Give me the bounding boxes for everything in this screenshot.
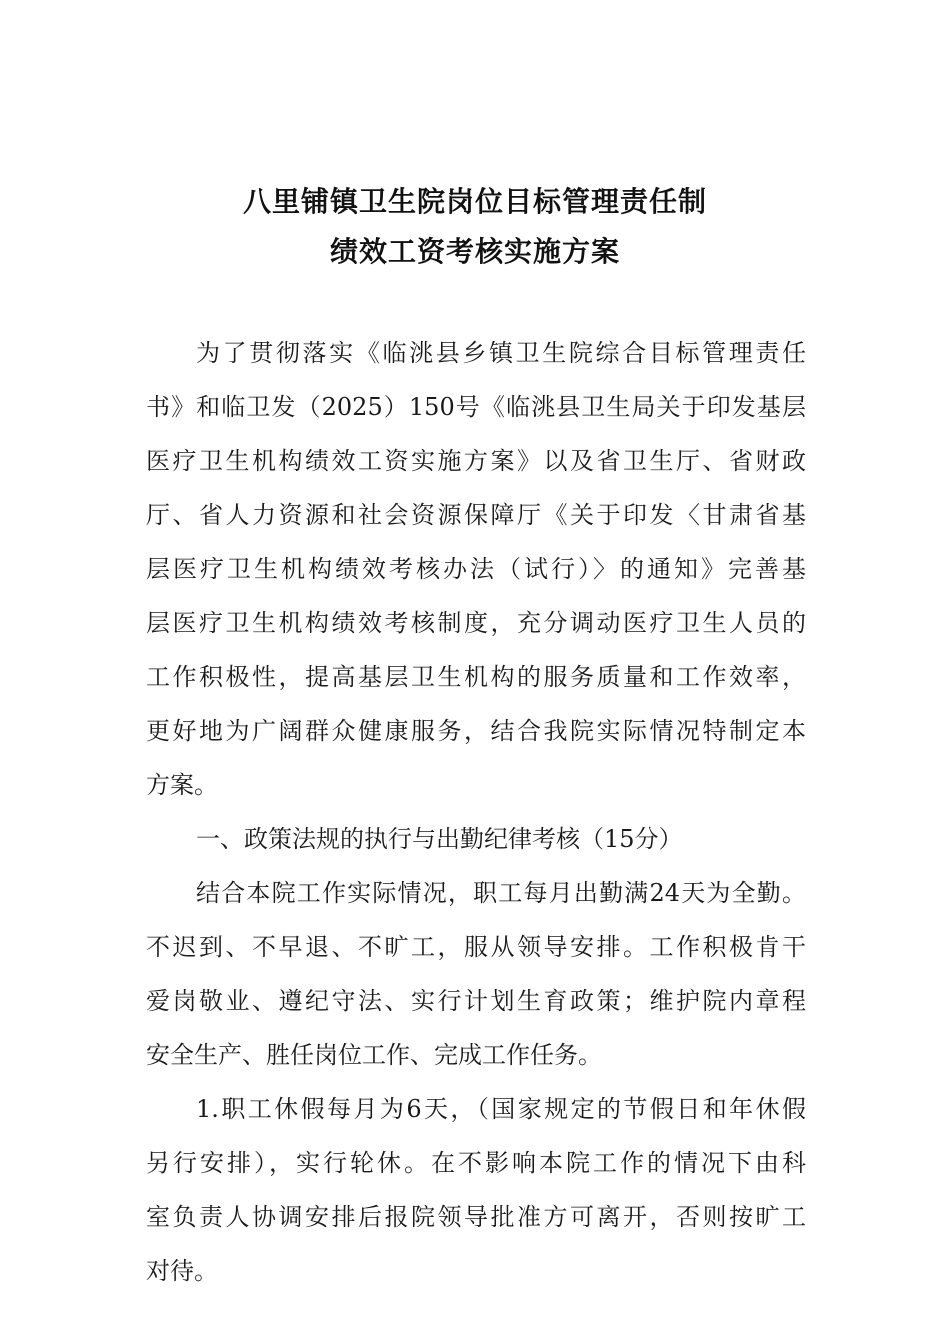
- paragraph-line: 方案。: [146, 771, 218, 799]
- list-item-line: 对待。: [146, 1257, 218, 1285]
- document-title-line-2: 绩效工资考核实施方案: [329, 235, 620, 268]
- paragraph-line: 不迟到、不早退、不旷工，服从领导安排。工作积极肯干: [146, 933, 806, 961]
- paragraph-line: 更好地为广阔群众健康服务，结合我院实际情况特制定本: [146, 717, 806, 745]
- document-body: [146, 330, 806, 1302]
- paragraph-line: 结合本院工作实际情况，职工每月出勤满24天为全勤。: [196, 879, 806, 907]
- paragraph-line: 厅、省人力资源和社会资源保障厅《关于印发〈甘肃省基: [146, 501, 806, 529]
- list-item-line: 1.职工休假每月为6天，（国家规定的节假日和年休假: [196, 1095, 806, 1123]
- paragraph-line: 为了贯彻落实《临洮县乡镇卫生院综合目标管理责任: [196, 339, 806, 367]
- section-heading: 一、政策法规的执行与出勤纪律考核（15分）: [196, 825, 683, 853]
- paragraph-line: 医疗卫生机构绩效工资实施方案》以及省卫生厅、省财政: [146, 447, 806, 475]
- paragraph-line: 安全生产、胜任岗位工作、完成工作任务。: [146, 1041, 602, 1069]
- paragraph-line: 层医疗卫生机构绩效考核办法（试行）〉的通知》完善基: [146, 555, 806, 583]
- document-title-line-1: 八里铺镇卫生院岗位目标管理责任制: [242, 185, 707, 218]
- list-item-line: 室负责人协调安排后报院领导批准方可离开，否则按旷工: [146, 1203, 806, 1231]
- list-item-line: 另行安排），实行轮休。在不影响本院工作的情况下由科: [146, 1149, 806, 1177]
- paragraph-line: 书》和临卫发（2025）150号《临洮县卫生局关于印发基层: [146, 393, 806, 421]
- paragraph-line: 层医疗卫生机构绩效考核制度，充分调动医疗卫生人员的: [146, 609, 806, 637]
- paragraph-line: 工作积极性，提高基层卫生机构的服务质量和工作效率，: [146, 663, 806, 691]
- paragraph-line: 爱岗敬业、遵纪守法、实行计划生育政策；维护院内章程: [146, 987, 806, 1015]
